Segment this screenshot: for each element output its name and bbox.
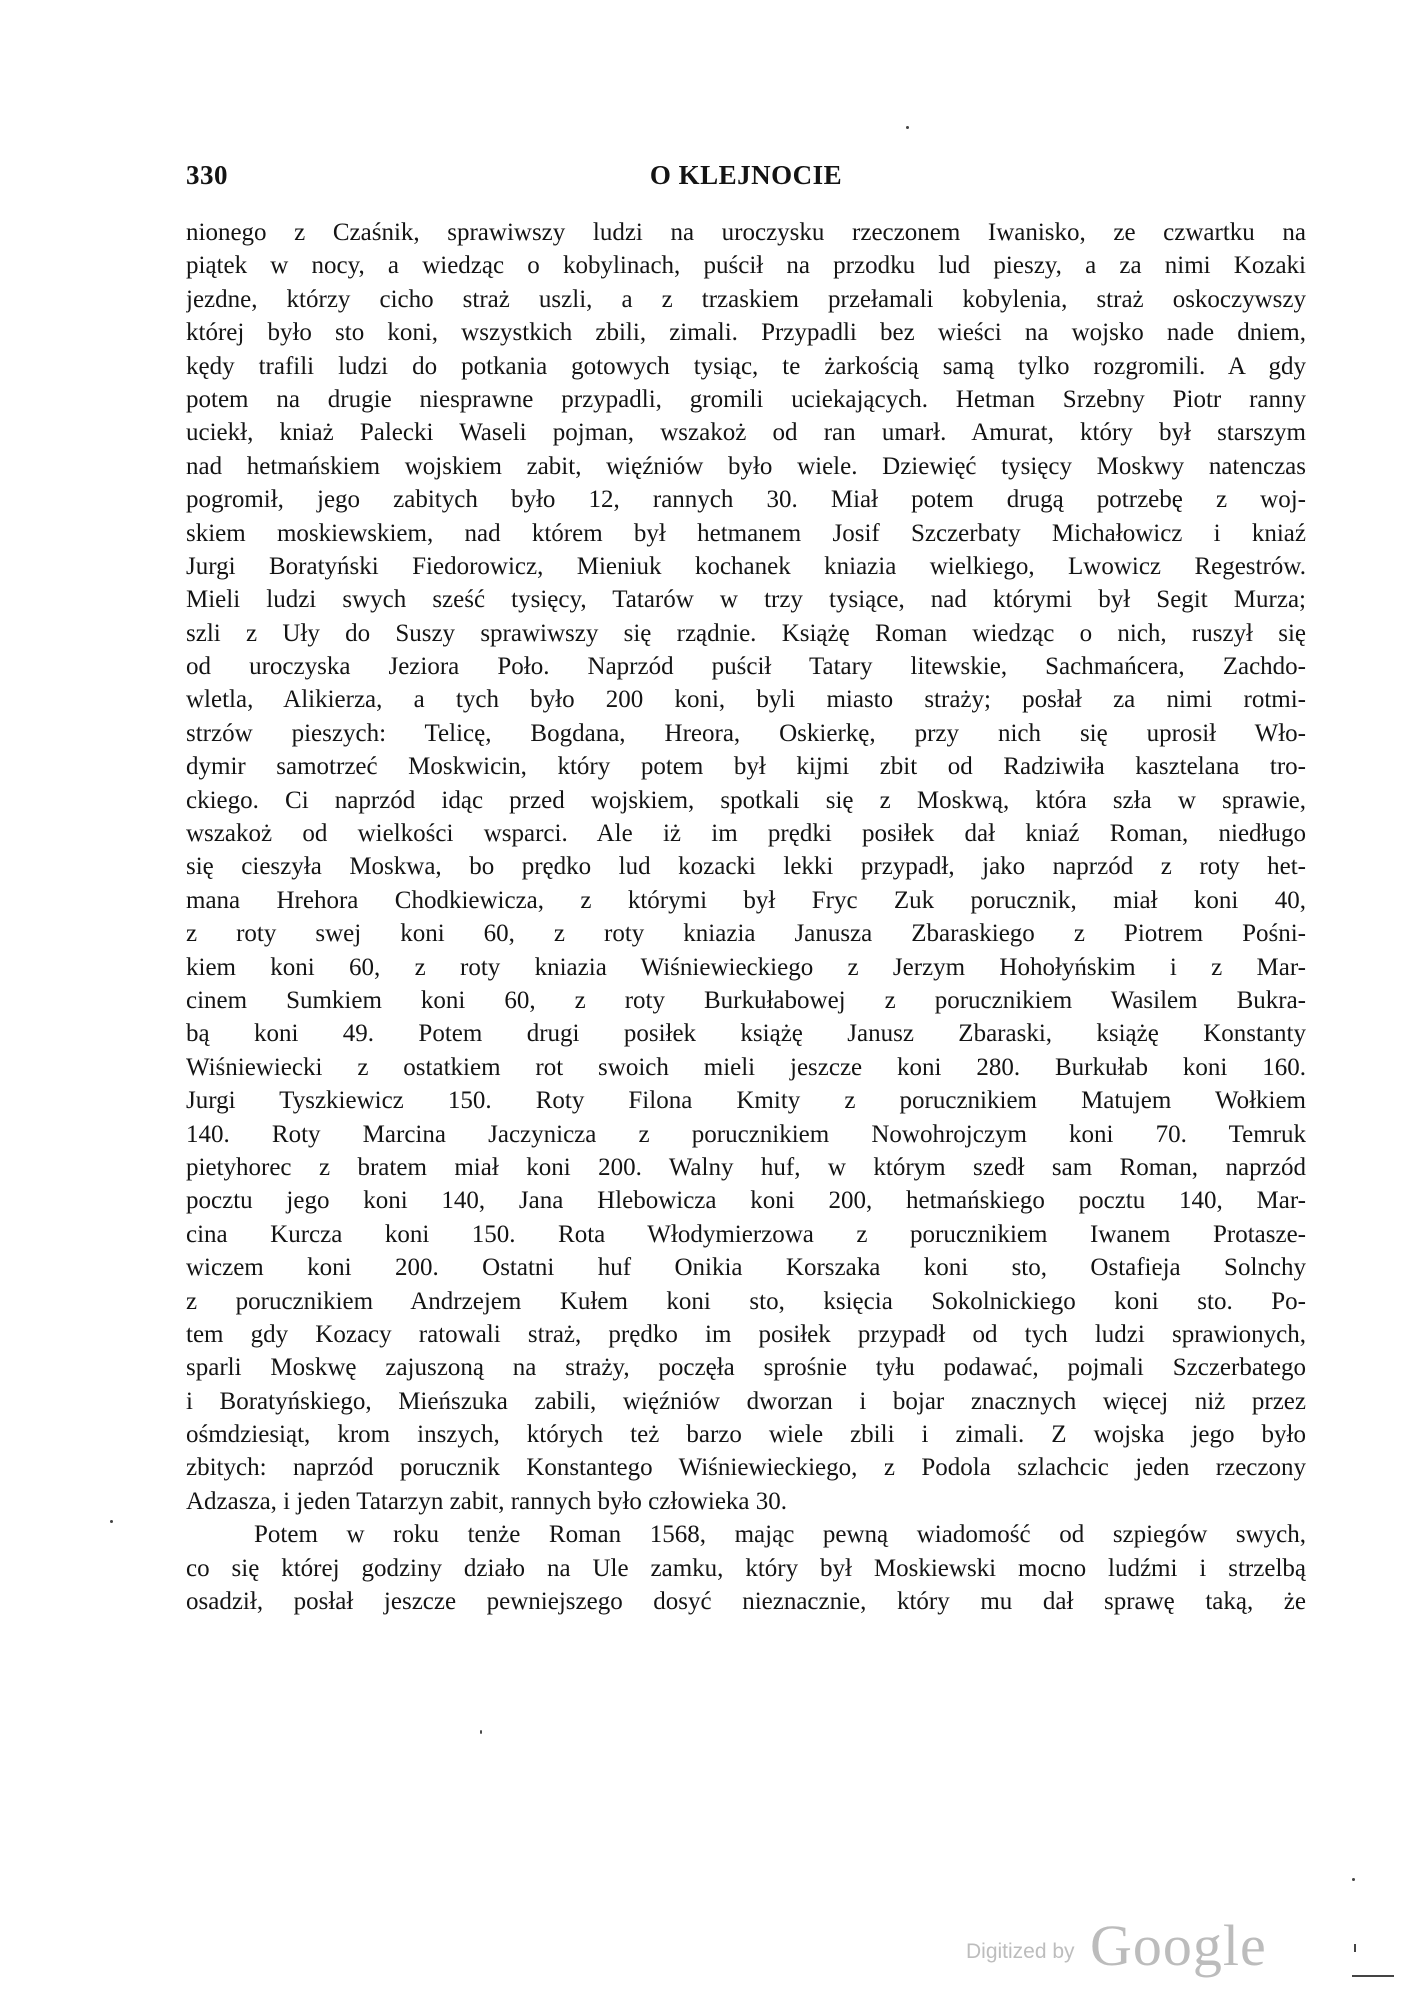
text-line: bą koni 49. Potem drugi posiłek książę Janusz Zbaraski, książę Konstanty bbox=[186, 1020, 1306, 1048]
text-line: mana Hrehora Chodkiewicza, z którymi był Fryc Zuk porucznik, miał koni 40, bbox=[186, 886, 1306, 914]
text-line: pocztu jego koni 140, Jana Hlebowicza koni 200, hetmańskiego pocztu 140, Mar- bbox=[186, 1187, 1306, 1215]
body-text bbox=[186, 216, 1306, 1618]
text-line: szli z Uły do Suszy sprawiwszy się rządnie. Książę Roman wiedząc o nich, ruszył się bbox=[186, 619, 1306, 647]
text-line: tem gdy Kozacy ratowali straż, prędko im posiłek przypadł od tych ludzi sprawionych, bbox=[186, 1320, 1306, 1348]
text-line: pietyhorec z bratem miał koni 200. Walny huf, w którym szedł sam Roman, naprzód bbox=[186, 1153, 1306, 1181]
text-line: co się której godziny działo na Ule zamku, który był Moskiewski mocno ludźmi i strzelbą bbox=[186, 1554, 1306, 1582]
scan-speck bbox=[1352, 1878, 1355, 1881]
text-line: pogromił, jego zabitych było 12, rannych 30. Miał potem drugą potrzebę z woj- bbox=[186, 486, 1306, 514]
text-line: jezdne, którzy cicho straż uszli, a z trzaskiem przełamali kobylenia, straż oskoczywszy bbox=[186, 285, 1306, 313]
text-line: ośmdziesiąt, krom inszych, których też barzo wiele zbili i zimali. Z wojska jego było bbox=[186, 1421, 1306, 1449]
text-line: skiem moskiewskiem, nad którem był hetmanem Josif Szczerbaty Michałowicz i kniaź bbox=[186, 519, 1306, 547]
text-line: sparli Moskwę zajuszoną na straży, poczęła sprośnie tyłu podawać, pojmali Szczerbatego bbox=[186, 1354, 1306, 1382]
text-line: Mieli ludzi swych sześć tysięcy, Tatarów w trzy tysiące, nad którymi był Segit Murza; bbox=[186, 586, 1306, 614]
text-line: uciekł, kniaż Palecki Waseli pojman, wszakoż od ran umarł. Amurat, który był starszym bbox=[186, 419, 1306, 447]
text-line: cina Kurcza koni 150. Rota Włodymierzowa z porucznikiem Iwanem Protasze- bbox=[186, 1220, 1306, 1248]
text-line: z porucznikiem Andrzejem Kułem koni sto, księcia Sokolnickiego koni sto. Po- bbox=[186, 1287, 1306, 1315]
text-line: dymir samotrzeć Moskwicin, który potem był kijmi zbit od Radziwiła kasztelana tro- bbox=[186, 753, 1306, 781]
text-line: 140. Roty Marcina Jaczynicza z porucznikiem Nowohrojczym koni 70. Temruk bbox=[186, 1120, 1306, 1148]
text-line: strzów pieszych: Telicę, Bogdana, Hreora, Oskierkę, przy nich się uprosił Wło- bbox=[186, 719, 1306, 747]
text-line: Wiśniewiecki z ostatkiem rot swoich mieli jeszcze koni 280. Burkułab koni 160. bbox=[186, 1053, 1306, 1081]
text-line: kiem koni 60, z roty kniazia Wiśniewieckiego z Jerzym Hohołyńskim i z Mar- bbox=[186, 953, 1306, 981]
text-line: cinem Sumkiem koni 60, z roty Burkułabowej z porucznikiem Wasilem Bukra- bbox=[186, 986, 1306, 1014]
text-line: od uroczyska Jeziora Poło. Naprzód puścił Tatary litewskie, Sachmańcera, Zachdo- bbox=[186, 653, 1306, 681]
text-line: wiczem koni 200. Ostatni huf Onikia Korszaka koni sto, Ostafieja Solnchy bbox=[186, 1254, 1306, 1282]
text-line: wszakoż od wielkości wsparci. Ale iż im prędki posiłek dał kniaź Roman, niedługo bbox=[186, 820, 1306, 848]
google-logo: Google bbox=[1090, 1913, 1267, 1978]
text-line: osadził, posłał jeszcze pewniejszego dosyć nieznacznie, który mu dał sprawę taką, że bbox=[186, 1588, 1306, 1616]
text-line: z roty swej koni 60, z roty kniazia Janusza Zbaraskiego z Piotrem Pośni- bbox=[186, 920, 1306, 948]
text-line: wletla, Alikierza, a tych było 200 koni, byli miasto straży; posłał za nimi rotmi- bbox=[186, 686, 1306, 714]
text-line: piątek w nocy, a wiedząc o kobylinach, puścił na przodku lud pieszy, a za nimi Kozaki bbox=[186, 252, 1306, 280]
text-line: potem na drugie niesprawne przypadli, gromili uciekających. Hetman Srzebny Piotr ranny bbox=[186, 385, 1306, 413]
text-line: kędy trafili ludzi do potkania gotowych tysiąc, te żarkością samą tylko rozgromili. A gdy bbox=[186, 352, 1306, 380]
digitized-by-text: Digitized by bbox=[966, 1940, 1075, 1963]
text-line: Jurgi Boratyński Fiedorowicz, Mieniuk kochanek kniazia wielkiego, Lwowicz Regestrów. bbox=[186, 552, 1306, 580]
scan-speck bbox=[906, 126, 909, 129]
text-line: ckiego. Ci naprzód idąc przed wojskiem, spotkali się z Moskwą, która szła w sprawie, bbox=[186, 786, 1306, 814]
text-line: nionego z Czaśnik, sprawiwszy ludzi na uroczysku rzeczonem Iwanisko, ze czwartku na bbox=[186, 219, 1306, 246]
text-line: nad hetmańskiem wojskiem zabit, więźniów było wiele. Dziewięć tysięcy Moskwy natenczas bbox=[186, 452, 1306, 480]
page-number: 330 bbox=[186, 160, 228, 190]
text-line: której było sto koni, wszystkich zbili, zimali. Przypadli bez wieści na wojsko nade dniem, bbox=[186, 319, 1306, 347]
running-title: O KLEJNOCIE bbox=[649, 160, 843, 190]
text-line: Adzasza, i jeden Tatarzyn zabit, rannych było człowieka 30. bbox=[186, 1487, 788, 1515]
scan-speck bbox=[1352, 1975, 1394, 1977]
text-line: Jurgi Tyszkiewicz 150. Roty Filona Kmity z porucznikiem Matujem Wołkiem bbox=[186, 1087, 1306, 1115]
scan-speck bbox=[1354, 1944, 1356, 1952]
scan-speck bbox=[110, 1520, 113, 1523]
scan-speck bbox=[480, 1730, 482, 1734]
paragraph-start-line: Potem w roku tenże Roman 1568, mając pewną wiadomość od szpiegów swych, bbox=[254, 1521, 1306, 1549]
text-line: zbitych: naprzód porucznik Konstantego Wiśniewieckiego, z Podola szlachcic jeden rzeczony bbox=[186, 1454, 1306, 1482]
text-line: i Boratyńskiego, Mieńszuka zabili, więźniów dworzan i bojar znacznych więcej niż przez bbox=[186, 1387, 1306, 1415]
page-header bbox=[186, 160, 1306, 204]
text-line: się cieszyła Moskwa, bo prędko lud kozacki lekki przypadł, jako naprzód z roty het- bbox=[186, 853, 1306, 881]
digitized-watermark bbox=[966, 1912, 1267, 1978]
